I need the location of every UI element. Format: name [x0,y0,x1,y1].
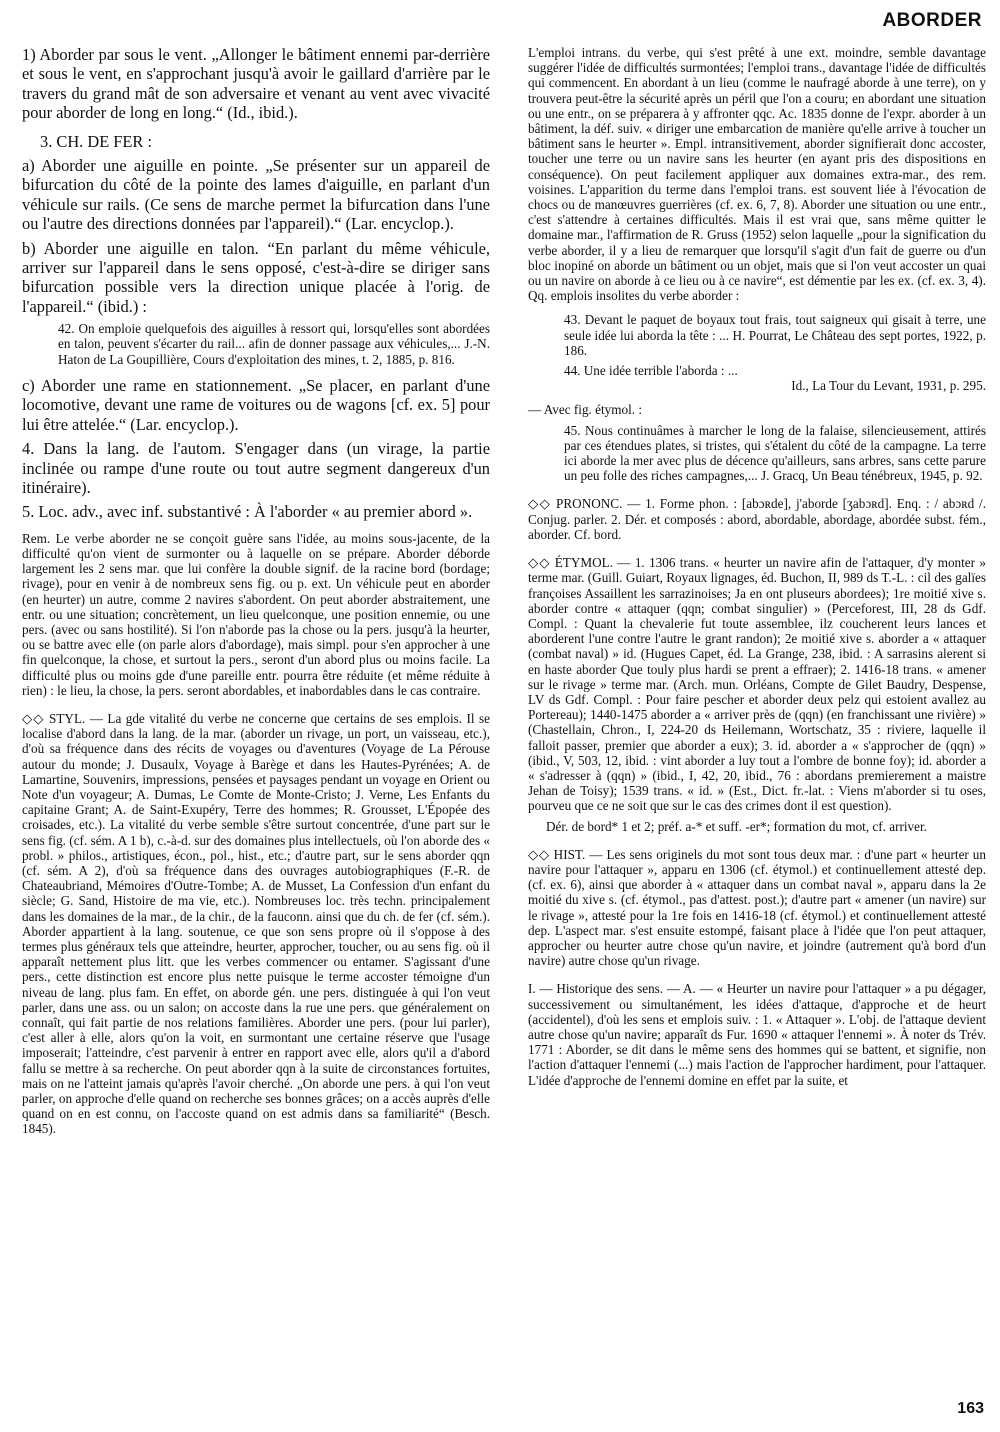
paragraph-ch-de-fer-heading: 3. CH. DE FER : [40,131,153,151]
paragraph-sense-b: b) Aborder une aiguille en talon. “En parlant du même véhicule, arriver sur l'appareil dans le sens opposé, c'est-à-dire se diriger sans bifurcation possible vers la direction unique placée à l'orig. de l'appareil.“ (ibid.) : [22,238,490,316]
paragraph-sense-a: a) Aborder une aiguille en pointe. „Se présenter sur un appareil de bifurcation du côté de la pointe des lames d'aiguille, en parlant d'un véhicule sur rails. (Ce sens de marche permet la bifurcation dans l'une ou l'autre des directions données par l'appareil).“ (Lar. encyclop.). [22,156,490,234]
paragraph-sense-4: 4. Dans la lang. de l'autom. S'engager dans (un virage, la partie inclinée ou rampe d'une route ou tout autre segment dangereux d'un itinéraire). [22,439,490,497]
example-44-source: Id., La Tour du Levant, 1931, p. 295. [791,378,986,394]
page-number: 163 [957,1400,984,1417]
paragraph-prononc: ◇◇ PRONONC. — 1. Forme phon. : [abɔʀde], j'aborde [ʒabɔʀd]. Enq. : / abɔʀd /. Conjug. parler. 2. Dér. et composés : abord, abordable, abordage, abordée subst. fém., aborder. Cf. bord. [528,496,986,542]
entry-headword: ABORDER [882,10,982,31]
paragraph-etymol: ◇◇ ÉTYMOL. — 1. 1306 trans. « heurter un navire afin de l'attaquer, d'y monter » terme mar. (Guill. Guiart, Royaux lignages, éd. Buchon, II, 989 ds T.-L. : cil des galïes françoises Assaillent les sarrazinoises; Ja en ont pluseurs abordees); 1re moitié xive s. aborder contre « attaquer (qqn; combat singulier) » (Perceforest, III, 28 ds Gdf. Compl. : Quant la chevalerie fut toute assemblee, ilz coucherent leurs lances et aborderent l'une contre l'autre le grant randon); 2e moitié xive s. aborder a « attaquer (combat naval) » id. (Hugues Capet, éd. La Grange, 238, ibid. : A sarrasins alerent si en haste aborder Que touly plus hardi se prent a effraer); 2. 1416-18 trans. « amener sur le rivage » terme mar. (Arch. mun. Orléans, Compte de Gilet Baudry, Despense, LV ds Gdf. Compl. : Pour faire pescher et aborder deux pelz qui estoient avallez au Portereau); 1440-1475 aborder a « arriver près de (qqn) (en franchissant une rivière) » (Chastellain, Chron., I, 224-20 ds Heilemann, Wortschatz, 35 : riviere, laquelle il falloit passer, premier que aborder a eux); 3. id. aborder a « s'approcher de (qqn) » (ibid., V, 503, 12, ibid. : vint aborder a luy tout a l'ombre de bonne foy); id. aborder a « s'adresser à (qqn) » (ibid., I, 42, 20, ibid., 76 : abordans premierement a maistre Jehan de Toisy); 1539 trans. « id. » (Est., Dict. fr.-lat. : Viens m'aborder si tu oses, pourveu que ce ne soit que sur le cas des crimes dont il est question). [528,555,986,814]
paragraph-styl: ◇◇ STYL. — La gde vitalité du verbe ne concerne que certains de ses emplois. Il se localise d'abord dans la lang. de la mar. (aborder un rivage, un port, un vaisseau, etc.), d'où sa fréquence dans des récits de voyages ou d'aventures (Voyage de La Pérouse autour du monde; J. Dusaulx, Voyage à Barège et dans les Hautes-Pyrénées; A. de Lamartine, Souvenirs, impressions, pensées et paysages pendant un voyage en Orient ou Note d'un voyageur; A. Dumas, Le Comte de Monte-Cristo; J. Verne, Les Enfants du capitaine Grant; A. de Saint-Exupéry, Terre des hommes; R. Grousset, L'Épopée des croisades, etc.). La vitalité du verbe semble s'être surtout concentrée, d'une part sur le sens fig. (cf. sém. A 1 b), c.-à-d. sur des domaines plus intellectuels, où l'on aborde des « probl. » philos., artistiques, écon., pol., hist., etc.; d'autre part, sur le sens aborder qqn (cf. sém. A 2), d'où sa fréquence dans des ouvrages autobiographiques (F.-R. de Chateaubriand, Mémoires d'Outre-Tombe; A. de Musset, La Confession d'un enfant du siècle; G. Sand, Histoire de ma vie, etc.). Nombreuses loc. très techn. principalement dans les domaines de la mar., de la chir., de la fauconn. ainsi que du ch. de fer (cf. sém.). Aborder appartient à la lang. soutenue, ce que son sens propre où il s'oppose à des termes plus généraux tels que atteindre, heurter, approcher, toucher, ou au sens fig. où il apparaît nettement plus litt. que les verbes commencer ou entamer. S'agissant d'une pers., cette distinction est encore plus nette puisque le terme accoster témoigne d'un niveau de lang. plus fam. En effet, on aborde gén. une pers. distinguée à qui l'on veut parler, dans une ass. ou un salon; on accoste dans la rue une pers. que généralement on connaît, qui fait partie de nos relations familières. Aborder une pers. (pour lui parler), c'est aller à elle, alors qu'on la voit, en surmontant une certaine réserve que l'usage imposerait; l'atteindre, c'est parvenir à entrer en rapport avec elle, alors qu'il a d'abord fallu se mettre à sa recherche. On peut aborder qqn à la suite de circonstances fortuites, mais on ne l'atteint jamais qu'après l'avoir cherché. „On aborde une pers. à qui l'on veut parler, on approche d'elle quand on recherche ses bonnes grâces; on a accès auprès d'elle quand on en est connu, on l'accoste quand on est admis dans sa familiarité“ (Besch. 1845). [22,710,490,1137]
paragraph-fig-etymol: — Avec fig. étymol. : [528,402,643,418]
paragraph-sense-c: c) Aborder une rame en stationnement. „Se placer, en parlant d'une locomotive, devant une rame de voitures ou de wagons [cf. ex. 5] pour lui être attelée.“ (Lar. encyclop.). [22,375,490,434]
paragraph-hist: ◇◇ HIST. — Les sens originels du mot sont tous deux mar. : d'une part « heurter un navire pour l'attaquer », apparu en 1306 (cf. étymol.) et continuellement attesté dep. (cf. ex. 6), ainsi que aborder à « attaquer dans un combat naval », apparu dans la 2e moitié du xive s. (cf. étymol., pas d'attest. post.); d'autre part « amener (un navire) sur le rivage », attesté pour la 1re fois en 1416-18 (cf. étymol.) et continuellement attesté dep. L'aspect mar. s'est ensuite estompé, faisant place à l'idée que l'on peut attaquer, approcher ou heurter autre chose qu'un navire, et joindre (autrement qu'à bord d'un navire) autre chose qu'un rivage. [528,846,986,969]
example-42: 42. On emploie quelquefois des aiguilles à ressort qui, lorsqu'elles sont abordées en talon, peuvent s'écarter du rail... afin de donner passage aux véhicules,... J.-N. Haton de La Goupillière, Cours d'exploitation des mines, t. 2, 1885, p. 816. [58,321,490,367]
paragraph-historique-des-sens: I. — Historique des sens. — A. — « Heurter un navire pour l'attaquer » a pu dégager, successivement ou simultanément, les idées d'attaque, d'approche et de heurt (accidentel), d'où les sens et emplois suiv. : 1. « Attaquer ». L'obj. de l'attaque devient autre chose qu'un navire; apparaît ds Fur. 1690 « attaquer l'ennemi ». À noter ds Trév. 1771 : Aborder, se dit dans le même sens des hommes qui se battent, et signifie, non l'action d'attaquer l'ennemi (...) mais l'action de l'approcher hardiment, pour l'attaquer. L'idée d'approche de l'ennemi domine en effet par la suite, et [528,981,986,1088]
example-45: 45. Nous continuâmes à marcher le long de la falaise, silencieusement, attirés par ces étendues plates, si tristes, qui s'étalent du côté de la campagne. La terre ici aborde la mer avec plus de décence qu'ailleurs, sans arbres, sans cette parure un peu folle des riches campagnes,... J. Gracq, Un Beau ténébreux, 1945, p. 92. [564,422,986,484]
paragraph-sense-1: 1) Aborder par sous le vent. „Allonger le bâtiment ennemi par-derrière et sous le vent, en s'approchant jusqu'à avoir le gaillard d'arrière par le travers du grand mât de son adversaire et venant au vent avec vivacité pour aborder de long en long.“ (Id., ibid.). [22,45,490,123]
paragraph-derivation: Dér. de bord* 1 et 2; préf. a-* et suff. -er*; formation du mot, cf. arriver. [546,818,927,834]
paragraph-rem: Rem. Le verbe aborder ne se conçoit guère sans l'idée, au moins sous-jacente, de la difficulté qu'on vient de surmonter ou à laquelle on se prépare. Aborder déborde largement les 2 sens mar. que lui confère la double signif. de la racine bord (bordage; rivage), pour en venir à de nombreux sens fig. ou p. ext. Un véhicule peut en aborder (en heurter) un autre, comme 2 navires s'abordent. On peut aborder abstraitement, une entr. ou une situation; concrètement, un lieu quelconque, une position ennemie, ou une pers. (avec ou sans hostilité). Si l'on n'aborde pas la chose ou la pers. jusqu'à la heurter, ou se battre avec elle (on parle alors d'abordage), mais simpl. pour s'en approcher à une fin quelconque, la chose, et surtout la pers., seront d'un abord plus ou moins facile. La difficulté plus ou moins gde d'une pareille entr. pourra être réduite (et même réduite à rien) : le lieu, la chose, la pers. seront abordables, et inabordables dans le cas contraire. [22,530,490,698]
example-44: 44. Une idée terrible l'aborda : ... [564,363,738,379]
example-43: 43. Devant le paquet de boyaux tout frais, tout saigneux qui gisait à terre, une seule idée lui aborda la tête : ... H. Pourrat, Le Château des sept portes, 1922, p. 186. [564,312,986,358]
right-column [528,45,986,1088]
paragraph-intrans-usage: L'emploi intrans. du verbe, qui s'est prêté à une ext. moindre, semble davantage suggérer l'idée de difficultés surmontées; l'emploi trans., davantage l'idée de difficultés qui commencent. En abordant à un lieu (comme le naufragé aborde à une terre), on y trouvera peut-être la sécurité après un péril que l'on a couru; en abordant une situation ou une entr., on se préparera à y affronter qqc. Ac. 1835 donne de l'expr. aborder à un bâtiment, la déf. suiv. « diriger une embarcation de manière qu'elle arrive à toucher un bâtiment sans le heurter ». Empl. intransitivement, aborder signifierait donc accoster, toucher une terre ou un navire sans les heurter (en ayant pris des dispositions en conséquence). On peut facilement appliquer aux domaines extra-mar., des rem. voisines. L'apparition du terme dans l'emploi trans. est souvent liée à l'évocation de chocs ou de manœuvres guerrières (cf. ex. 6, 7, 8). Aborder une situation ou une entr., c'est s'attendre à certaines difficultés. Mais il est vrai que, sans même quitter le domaine mar., l'affirmation de R. Gruss (1952) selon laquelle „pour la signification du verbe aborder, il y a lieu de remarquer que lorsqu'il s'agit d'un fait de guerre ou d'un bloc inopiné on aborde un bâtiment ou un objet, mais que si l'on veut accoster un quai ou un navire on aborde à ce lieu ou à ce navire“, est démentie par les ex. (cf. ex. 3, 4). Qq. emplois insolites du verbe aborder : [528,45,986,304]
left-column [22,45,490,1137]
paragraph-sense-5: 5. Loc. adv., avec inf. substantivé : À l'aborder « au premier abord ». [22,502,473,522]
